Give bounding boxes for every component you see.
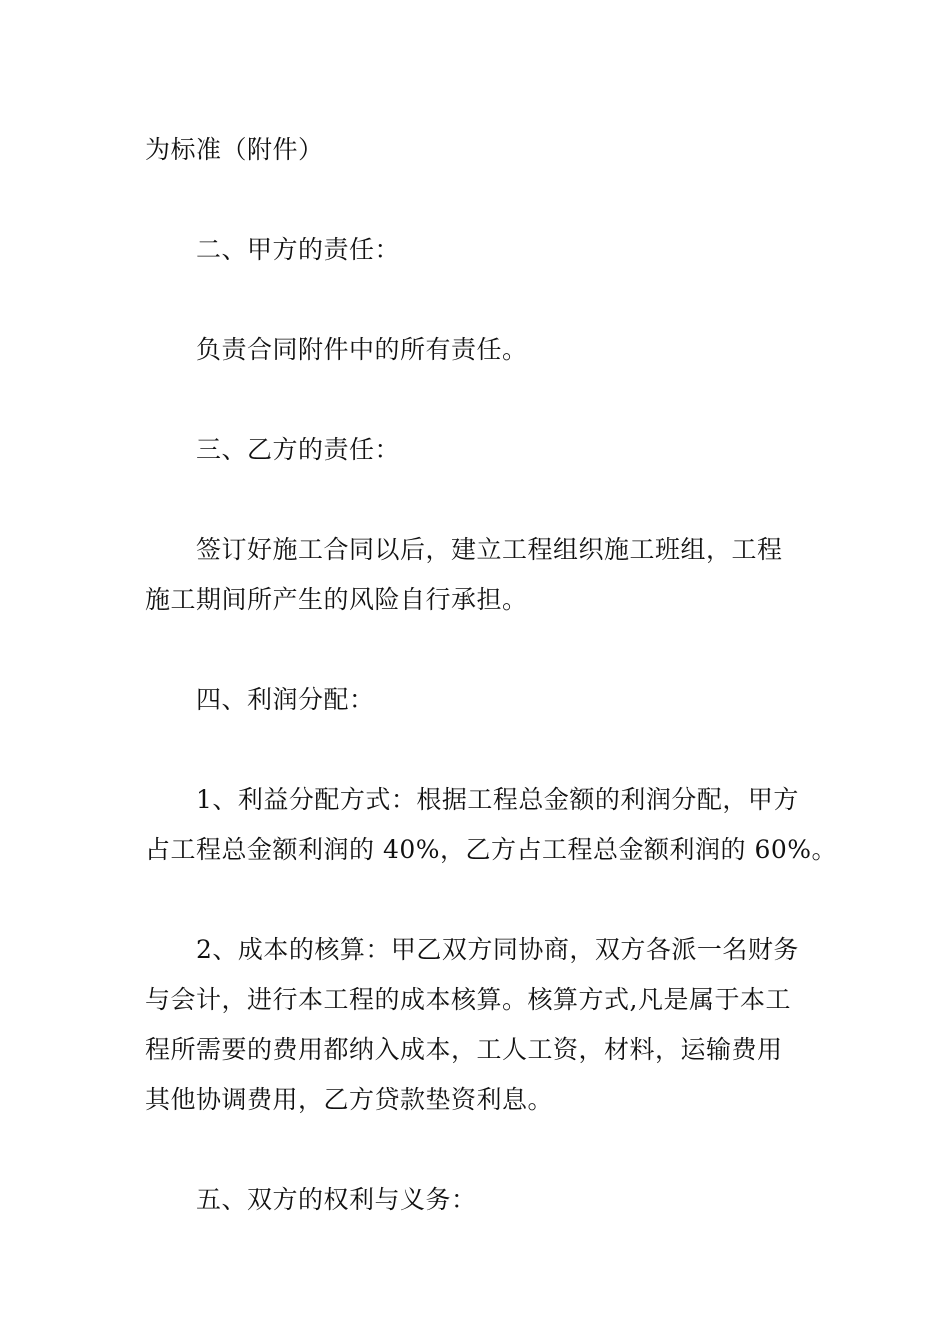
section-heading-rights: 五、双方的权利与义务：	[196, 1185, 477, 1214]
paragraph-cost-line-1: 2、成本的核算：甲乙双方同协商，双方各派一名财务	[196, 935, 799, 964]
paragraph-cost-line-4: 其他协调费用，乙方贷款垫资利息。	[145, 1085, 554, 1114]
text-line-continuation: 为标准（附件）	[145, 135, 324, 164]
section-heading-party-a: 二、甲方的责任：	[196, 235, 401, 264]
paragraph-party-b-line-2: 施工期间所产生的风险自行承担。	[145, 585, 528, 614]
section-heading-party-b: 三、乙方的责任：	[196, 435, 401, 464]
paragraph-cost-line-2: 与会计，进行本工程的成本核算。核算方式,凡是属于本工	[145, 985, 791, 1014]
section-heading-profit: 四、利润分配：	[196, 685, 375, 714]
paragraph-profit-line-2: 占工程总金额利润的 40%，乙方占工程总金额利润的 60%。	[145, 835, 838, 864]
paragraph-profit-line-1: 1、利益分配方式：根据工程总金额的利润分配，甲方	[196, 785, 799, 814]
paragraph-party-a-duty: 负责合同附件中的所有责任。	[196, 335, 528, 364]
paragraph-party-b-line-1: 签订好施工合同以后，建立工程组织施工班组，工程	[196, 535, 783, 564]
paragraph-cost-line-3: 程所需要的费用都纳入成本，工人工资，材料，运输费用	[145, 1035, 783, 1064]
